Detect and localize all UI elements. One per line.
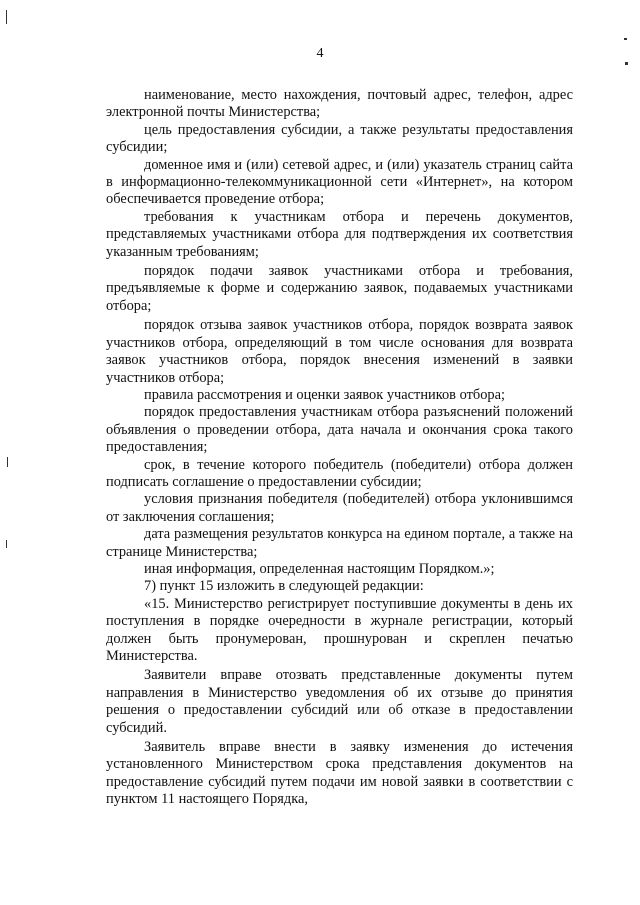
paragraph-subsidy-goal: цель предоставления субсидии, а также результаты предоставления субсидии; [106,121,573,156]
paragraph-other-information: иная информация, определенная настоящим Порядком.»; [144,560,495,577]
paragraph-withdrawal-right: Заявители вправе отозвать представленные документы путем направления в Министерство уведомления об их отзыве до принятия решения о предоставлении субсидий или об отказе в предоставлении субсидий. [106,667,573,736]
paragraph-clause-15-registration: «15. Министерство регистрирует поступившие документы в день их поступления в порядке очередности в журнале регистрации, который должен быть пронумерован, прошнурован и скреплен печатью Министерства. [106,595,573,664]
paragraph-application-submission: порядок подачи заявок участниками отбора и требования, предъявляемые к форме и содержанию заявок, подаваемых участниками отбора; [106,263,573,314]
document-body [106,87,573,809]
scan-mark-left-middle [7,457,8,467]
paragraph-results-publication: дата размещения результатов конкурса на едином портале, а также на странице Министерства; [106,526,573,560]
paragraph-participant-requirements: требования к участникам отбора и перечень документов, представляемых участниками отбора для подтверждения их соответствия указанным требованиям; [106,208,573,260]
page-number: 4 [316,46,324,61]
paragraph-application-changes: Заявитель вправе внести в заявку изменения до истечения установленного Министерством срока представления документов на предоставление субсидий путем подачи им новой заявки в соответствии с пунктом 11 настоящего Порядка, [106,739,573,808]
scan-mark-right-top [624,38,627,40]
paragraph-website-domain: доменное имя и (или) сетевой адрес, и (или) указатель страниц сайта в информационно-телекоммуникационной сети «Интернет», на котором обеспечивается проведение отбора; [106,156,573,208]
paragraph-clarifications: порядок предоставления участникам отбора разъяснений положений объявления о проведении отбора, дата начала и окончания срока такого предоставления; [106,404,573,456]
scan-mark-left-top [6,10,7,24]
paragraph-ministry-contacts: наименование, место нахождения, почтовый адрес, телефон, адрес электронной почты Министерства; [106,87,573,121]
paragraph-evasion-conditions: условия признания победителя (победителей) отбора уклонившимся от заключения соглашения; [106,491,573,525]
paragraph-agreement-deadline: срок, в течение которого победитель (победители) отбора должен подписать соглашение о предоставлении субсидии; [106,456,573,490]
scan-mark-left-lower [6,540,7,548]
scan-mark-right-dot [625,62,628,65]
paragraph-clause-7: 7) пункт 15 изложить в следующей редакции: [144,578,424,595]
paragraph-application-withdrawal: порядок отзыва заявок участников отбора, порядок возврата заявок участников отбора, определяющий в том числе основания для возврата заявок участников отбора, порядок внесения изменений в заявки участников отбора; [106,317,573,386]
paragraph-evaluation-rules: правила рассмотрения и оценки заявок участников отбора; [144,386,505,403]
